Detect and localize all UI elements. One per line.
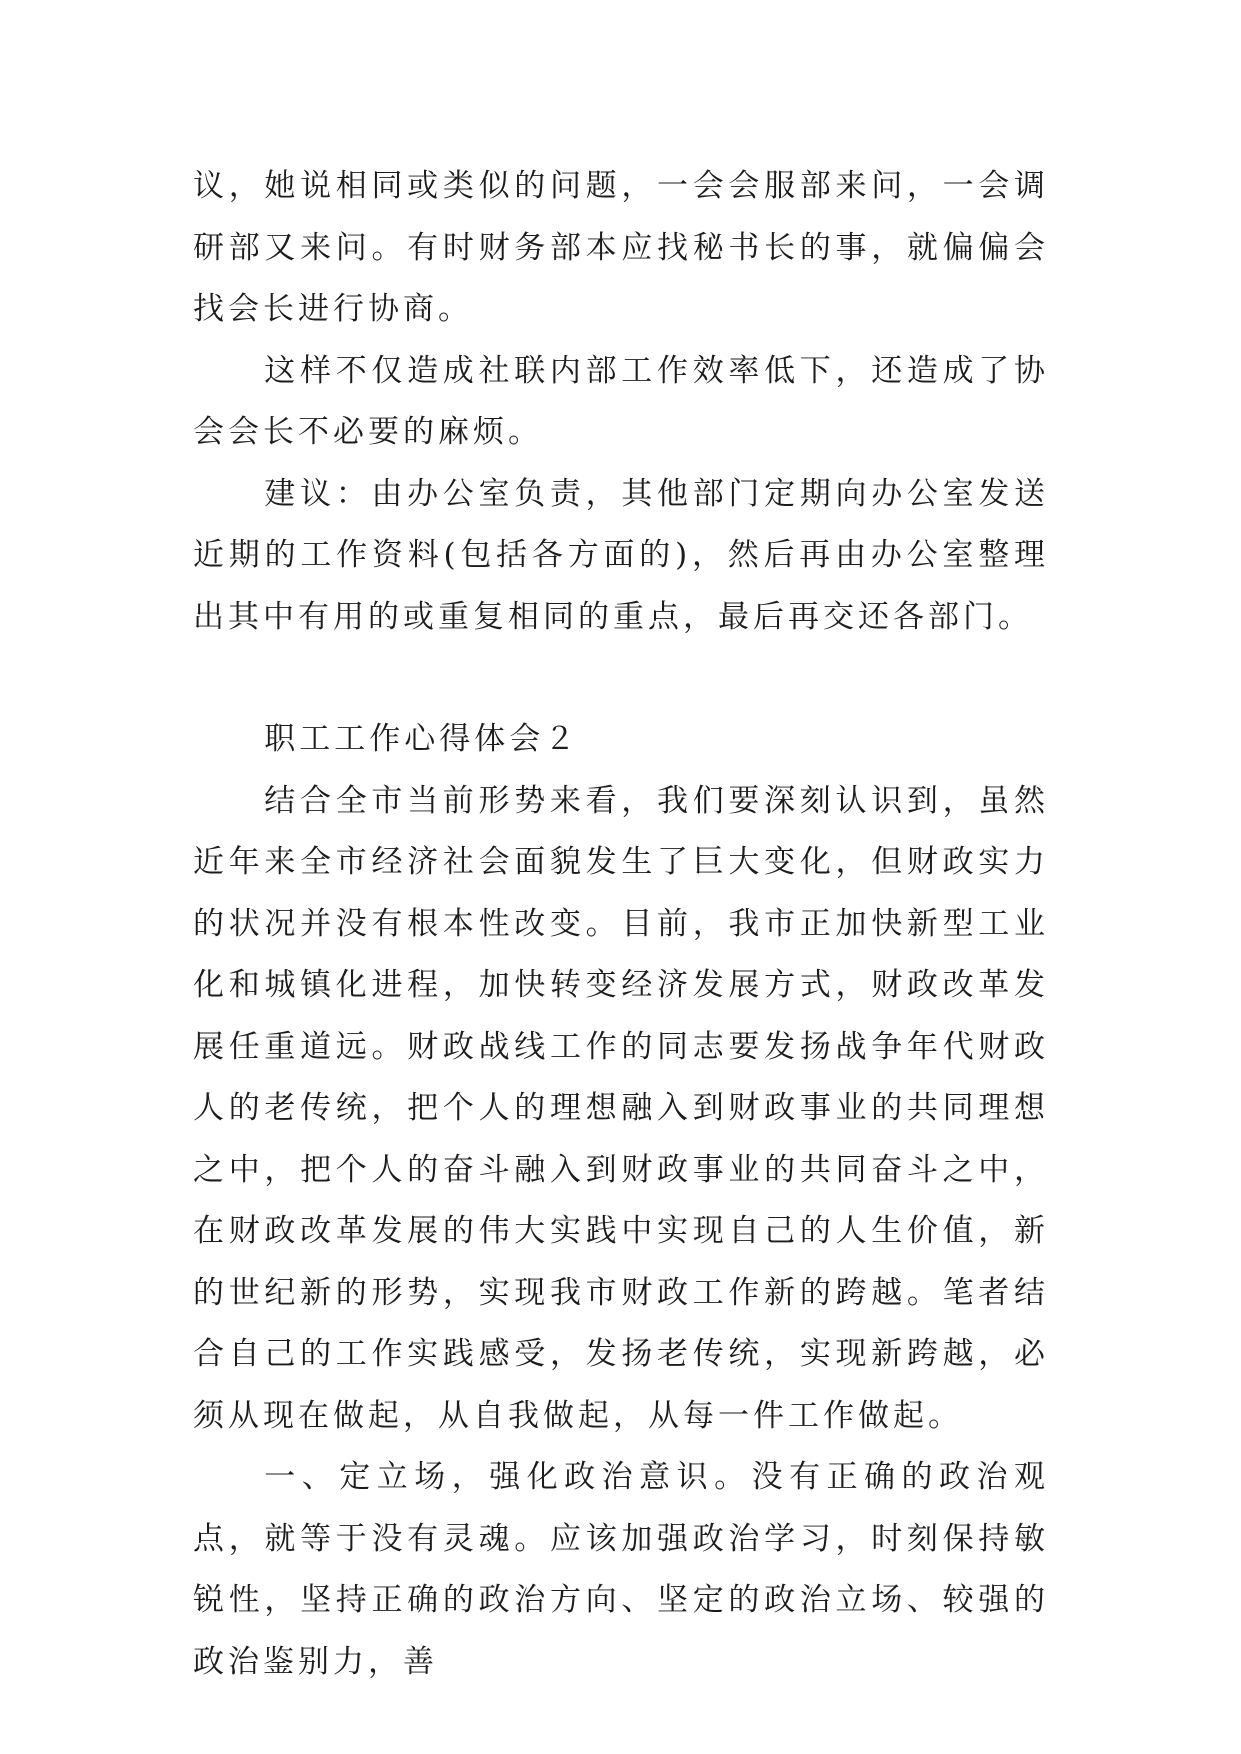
- document-body: [193, 156, 1049, 1693]
- section-title: 职工工作心得体会２: [264, 721, 580, 757]
- section-gap: [193, 648, 1049, 709]
- paragraph: 这样不仅造成社联内部工作效率低下，还造成了协会会长不必要的麻烦。: [193, 352, 1049, 450]
- paragraph: 一、定立场，强化政治意识。没有正确的政治观点，就等于没有灵魂。应该加强政治学习，时刻保持敏锐性，坚持正确的政治方向、坚定的政治立场、较强的政治鉴别力，善: [193, 1459, 1049, 1680]
- paragraph: 结合全市当前形势来看，我们要深刻认识到，虽然近年来全市经济社会面貌发生了巨大变化，但财政实力的状况并没有根本性改变。目前，我市正加快新型工业化和城镇化进程，加快转变经济发展方式，财政改革发展任重道远。财政战线工作的同志要发扬战争年代财政人的老传统，把个人的理想融入到财政事业的共同理想之中，把个人的奋斗融入到财政事业的共同奋斗之中，在财政改革发展的伟大实践中实现自己的人生价值，新的世纪新的形势，实现我市财政工作新的跨越。笔者结合自己的工作实践感受，发扬老传统，实现新跨越，必须从现在做起，从自我做起，从每一件工作做起。: [193, 782, 1049, 1434]
- paragraph-continued: 议，她说相同或类似的问题，一会会服部来问，一会调研部又来问。有时财务部本应找秘书长的事，就偏偏会找会长进行协商。: [193, 168, 1049, 327]
- paragraph-suggestion: 建议：由办公室负责，其他部门定期向办公室发送近期的工作资料(包括各方面的)，然后再由办公室整理出其中有用的或重复相同的重点，最后再交还各部门。: [193, 475, 1049, 635]
